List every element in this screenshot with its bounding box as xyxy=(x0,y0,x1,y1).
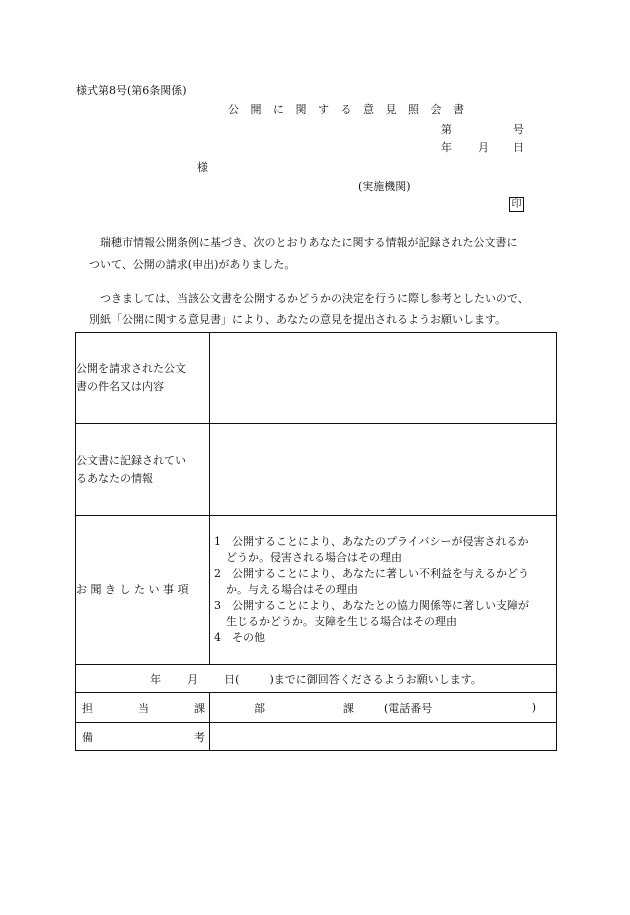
questions-list xyxy=(210,516,557,665)
number-dai: 第 xyxy=(441,123,452,136)
label-char: 当 xyxy=(138,701,149,715)
label-char: 備 xyxy=(82,730,93,744)
table-row xyxy=(76,333,557,424)
deadline-month: 月 xyxy=(187,672,199,686)
question-item xyxy=(214,566,552,598)
questions-label: お 聞 き し た い 事 項 xyxy=(76,516,210,665)
paragraph-1-line-2: ついて、公開の請求(申出)がありました。 xyxy=(89,258,296,271)
question-line: どうか。侵害される場合はその理由 xyxy=(226,551,402,564)
paragraph-2-line-1: つきましては、当該公文書を公開するかどうかの決定を行うに際し参考としたいので、 xyxy=(100,292,529,305)
your-information-field[interactable] xyxy=(210,424,557,516)
number-go: 号 xyxy=(513,123,524,136)
question-item xyxy=(214,598,552,630)
question-line: 1 公開することにより、あなたのプライバシーが侵害されるか xyxy=(214,535,529,548)
date-month: 月 xyxy=(478,141,489,154)
remarks-label xyxy=(76,723,210,751)
date-day: 日 xyxy=(513,141,524,154)
response-deadline xyxy=(76,665,557,693)
date-year: 年 xyxy=(441,141,452,154)
question-line: 3 公開することにより、あなたとの協力関係等に著しい支障が xyxy=(214,599,529,612)
addressee-sama: 様 xyxy=(197,161,208,174)
question-item xyxy=(214,534,552,566)
deadline-day: 日( xyxy=(224,672,240,686)
dept-bu: 部 xyxy=(254,701,265,715)
question-line: 2 公開することにより、あなたに著しい不利益を与えるかどう xyxy=(214,567,529,580)
implementing-institution: (実施機関) xyxy=(358,180,411,193)
label-char: 考 xyxy=(194,730,205,744)
label-line: るあなたの情報 xyxy=(76,471,153,485)
request-subject-label xyxy=(76,333,210,424)
table-row xyxy=(76,723,557,751)
question-line: 生じるかどうか。支障を生じる場合はその理由 xyxy=(226,615,457,628)
phone-close: ) xyxy=(531,701,536,714)
responsible-section-field[interactable] xyxy=(210,693,557,723)
dept-ka: 課 xyxy=(343,701,354,715)
label-char: 課 xyxy=(194,701,205,715)
seal-icon: 印 xyxy=(509,197,524,212)
question-item xyxy=(214,630,552,646)
question-line: か。与える場合はその理由 xyxy=(226,583,358,596)
label-line: 書の件名又は内容 xyxy=(76,380,164,393)
phone-label: (電話番号 xyxy=(384,701,433,715)
responsible-section-label xyxy=(76,693,210,723)
label-line: 公開を請求された公文 xyxy=(76,362,186,375)
seal-mark xyxy=(509,197,524,212)
deadline-year: 年 xyxy=(150,672,162,686)
label-char: 担 xyxy=(82,701,93,715)
table-row xyxy=(76,693,557,723)
label-line: 公文書に記録されてい xyxy=(76,453,186,467)
question-line: 4 その他 xyxy=(214,631,265,644)
request-subject-field[interactable] xyxy=(210,333,557,424)
table-row xyxy=(76,424,557,516)
inquiry-table xyxy=(75,332,557,751)
deadline-text: )までに御回答くださるようお願いします。 xyxy=(269,672,482,686)
document-title: 公 開 に 関 す る 意 見 照 会 書 xyxy=(228,103,468,116)
paragraph-1-line-1: 瑞穂市情報公開条例に基づき、次のとおりあなたに関する情報が記録された公文書に xyxy=(100,236,518,249)
your-information-label xyxy=(76,424,210,516)
table-row xyxy=(76,516,557,665)
form-number: 様式第8号(第6条関係) xyxy=(76,84,187,97)
table-row xyxy=(76,665,557,693)
remarks-field[interactable] xyxy=(210,723,557,751)
paragraph-2-line-2: 別紙「公開に関する意見書」により、あなたの意見を提出されるようお願いします。 xyxy=(89,313,507,326)
